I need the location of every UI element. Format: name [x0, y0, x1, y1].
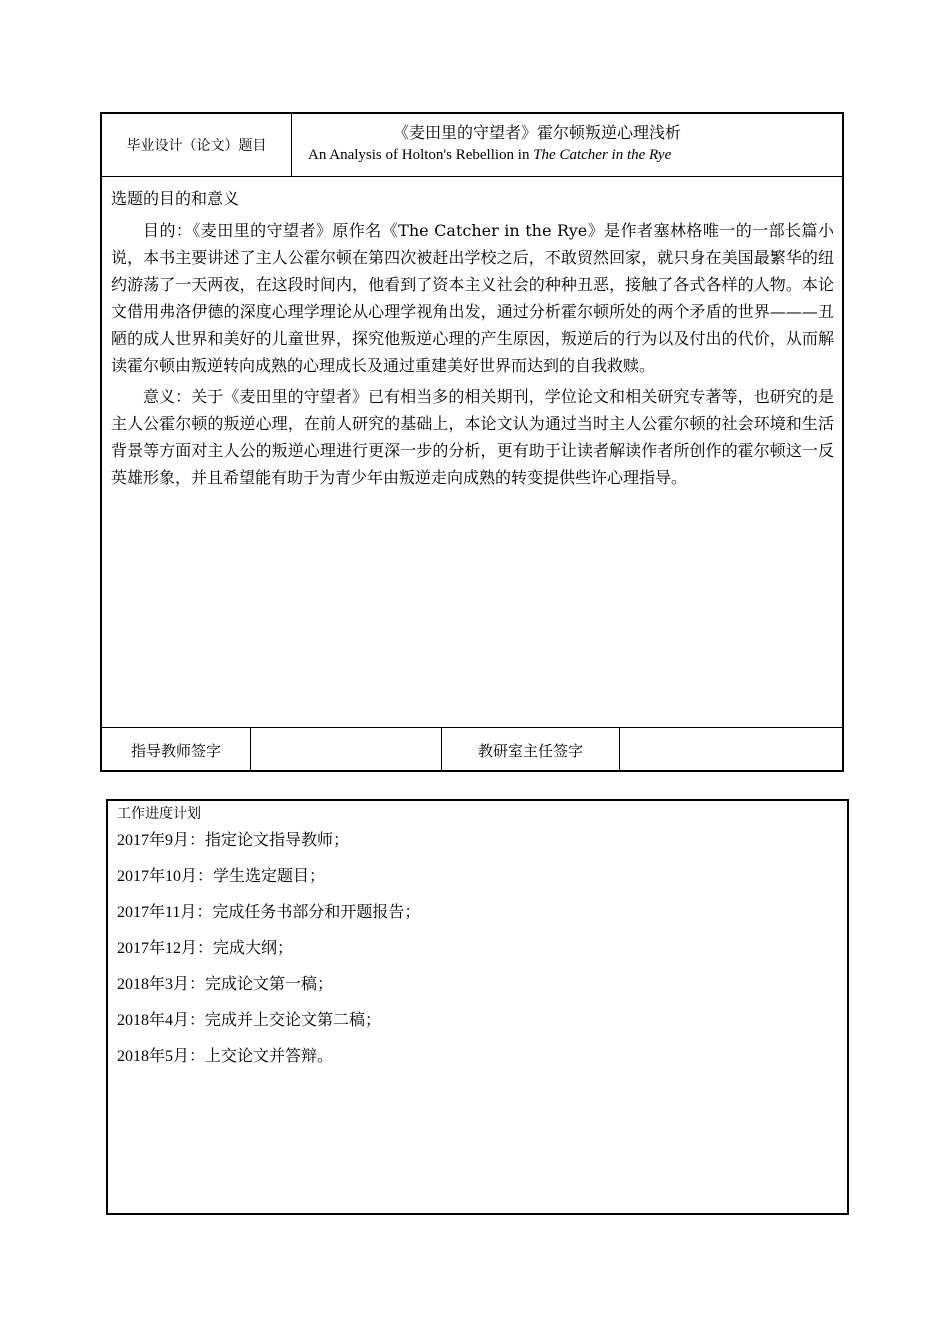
purpose-heading: 选题的目的和意义 — [111, 189, 240, 208]
significance-paragraph: 意义：关于《麦田里的守望者》已有相当多的相关期刊，学位论文和相关研究专著等，也研究的是主人公霍尔顿的叛逆心理，在前人研究的基础上，本论文认为通过当时主人公霍尔顿的社会环境和生活背景等方面对主人公的叛逆心理进行更深一步的分析，更有助于让读者解读作者所创作的霍尔顿这一反英雄形象，并且希望能有助于为青少年由叛逆走向成熟的转变提供些许心理指导。 — [111, 387, 834, 487]
advisor-sign-field[interactable] — [251, 728, 442, 772]
schedule-item: 2018年4月：完成并上交论文第二稿； — [117, 1012, 382, 1029]
schedule-item: 2018年3月：完成论文第一稿； — [117, 976, 334, 993]
schedule-heading: 工作进度计划 — [117, 806, 201, 822]
purpose-section — [102, 177, 842, 728]
thesis-title-english — [292, 144, 842, 166]
schedule-item: 2017年12月：完成大纲； — [117, 940, 294, 957]
title-value-cell — [292, 114, 842, 176]
purpose-paragraph: 目的：《麦田里的守望者》原作名《The Catcher in the Rye》是作者塞林格唯一的一部长篇小说，本书主要讲述了主人公霍尔顿在第四次被赶出学校之后，不敢贸然回家，就只身在美国最繁华的纽约游荡了一天两夜，在这段时间内，他看到了资本主义社会的种种丑恶，接触了各式各样的人物。本论文借用弗洛伊德的深度心理学理论从心理学视角出发，通过分析霍尔顿所处的两个矛盾的世界———丑陋的成人世界和美好的儿童世界，探究他叛逆心理的产生原因，叛逆后的行为以及付出的代价，从而解读霍尔顿由叛逆转向成熟的心理成长及通过重建美好世界而达到的自我救赎。 — [111, 221, 834, 375]
schedule-item: 2018年5月：上交论文并答辩。 — [117, 1048, 334, 1065]
advisor-sign-label: 指导教师签字 — [102, 728, 251, 772]
schedule-item: 2017年9月：指定论文指导教师； — [117, 832, 350, 849]
thesis-title-english-book: The Catcher in the Rye — [533, 147, 672, 163]
thesis-title-chinese: 《麦田里的守望者》霍尔顿叛逆心理浅析 — [392, 123, 681, 142]
title-row — [102, 114, 842, 177]
schedule-item: 2017年10月：学生选定题目； — [117, 868, 326, 885]
signature-row — [102, 728, 842, 772]
work-schedule-box — [106, 799, 849, 1215]
schedule-item: 2017年11月：完成任务书部分和开题报告； — [117, 904, 421, 921]
director-sign-label: 教研室主任签字 — [442, 728, 620, 772]
thesis-title-english-prefix: An Analysis of Holton's Rebellion in — [308, 147, 534, 163]
director-sign-field[interactable] — [620, 728, 842, 772]
title-label: 毕业设计（论文）题目 — [102, 114, 292, 176]
proposal-form-table — [100, 112, 844, 772]
